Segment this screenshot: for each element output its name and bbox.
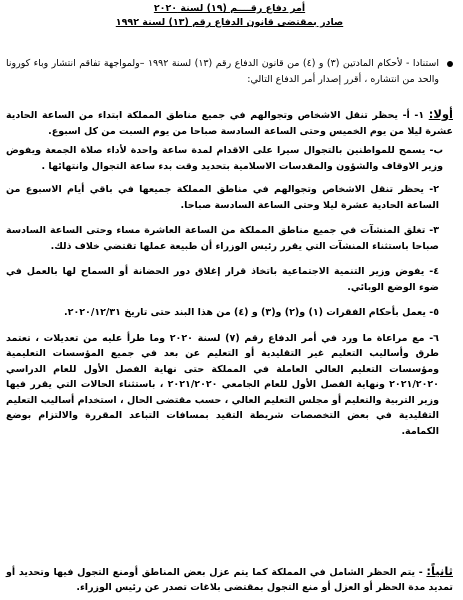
clause-2: ٢- يحظر تنقل الاشخاص وتجوالهم في مناطق المملكة جميعها في باقي أيام الاسبوع من الساعة الحادية عشرة ليلا وحتى الساعة السادسة صباحا. (6, 184, 439, 211)
clause-6: ٦- مع مراعاة ما ورد في أمر الدفاع رقم (٧) لسنة ٢٠٢٠ وما طرأ عليه من تعديلات ، تعتمد طرق وأساليب التعليم غير التقليدية أو التعليم عن بعد في جميع المؤسسات التعليمية ومؤسسات التعليم العالي العاملة في المملكة حتى نهاية الفصل الأول للعام الدراسي ٢٠٢١/٢٠٢٠ ونهاية الفصل الأول للعام الجامعي ٢٠٢١/٢٠٢٠ ، باستثناء الحالات التي يقرر فيها وزير التربية والتعليم أو مجلس التعليم العالي ، حسب مقتضى الحال ، استخدام أساليب التعليم التقليدية في بعض التخصصات شريطة التقيد بمسافات التباعد المقررة والالتزام بوضع الكمامة. (6, 332, 439, 437)
intro-text: استنادا - لأحكام المادتين (٣) و (٤) من قانون الدفاع رقم (١٣) لسنة ١٩٩٢ –ولمواجهة تفاقم انتشار وباء كورونا والحد من انتشاره ، أقرر إصدار أمر الدفاع التالي: (6, 58, 439, 85)
section-second-heading: ثانياً: (426, 564, 453, 578)
document-title: أمر دفاع رقــــم (١٩) لسنة ٢٠٢٠ (153, 3, 306, 14)
clause-1b: ب- يسمح للمواطنين بالتجوال سيرا على الاقدام لمدة ساعة واحدة لأداء صلاة الجمعة ويفوض وزير الاوقاف والشؤون والمقدسات الاسلامية بتحديد وقت بدء ساعة التجوال وانتهائها . (6, 145, 443, 172)
intro-paragraph (6, 56, 453, 88)
document-subtitle: صادر بمقتضى قانون الدفاع رقم (١٣) لسنة ١٩٩٢ (115, 17, 344, 28)
clause-1a (6, 106, 453, 139)
clause-3: ٣- تغلق المنشآت في جميع مناطق المملكة من الساعة العاشرة مساء وحتى الساعة السادسة صباحا باستثناء المنشآت التي يقرر رئيس الوزراء أن طبيعة عملها تقتضي خلاف ذلك. (6, 225, 439, 252)
section-second (6, 564, 453, 595)
bullet-icon (447, 61, 453, 67)
clause-1a-text: ١- أ- يحظر تنقل الاشخاص وتجوالهم في جميع مناطق المملكة ابتداء من الساعة الحادية عشرة ليلا من يوم الخميس وحتى الساعة السادسة صباحا من يوم السبت من كل اسبوع. (6, 110, 453, 137)
section-first-heading: أولا: (428, 107, 453, 121)
clause-5: ٥- يعمل بأحكام الفقرات (١) و(٢) و(٣) و (٤) من هذا البند حتى تاريخ ٢٠٢٠/١٢/٣١. (64, 307, 439, 318)
clause-4: ٤- يفوض وزير التنمية الاجتماعية باتخاذ قرار إغلاق دور الحضانة أو السماح لها بالعمل في ضوء الوضع الوبائي. (6, 266, 439, 293)
section-second-text: - يتم الحظر الشامل في المملكة كما يتم عزل بعض المناطق أومنع التجول فيها وتحديد أو تمديد مدة الحظر أو العزل أو منع التجول بمقتضى بلاغات تصدر عن رئيس الوزراء. (6, 567, 453, 593)
